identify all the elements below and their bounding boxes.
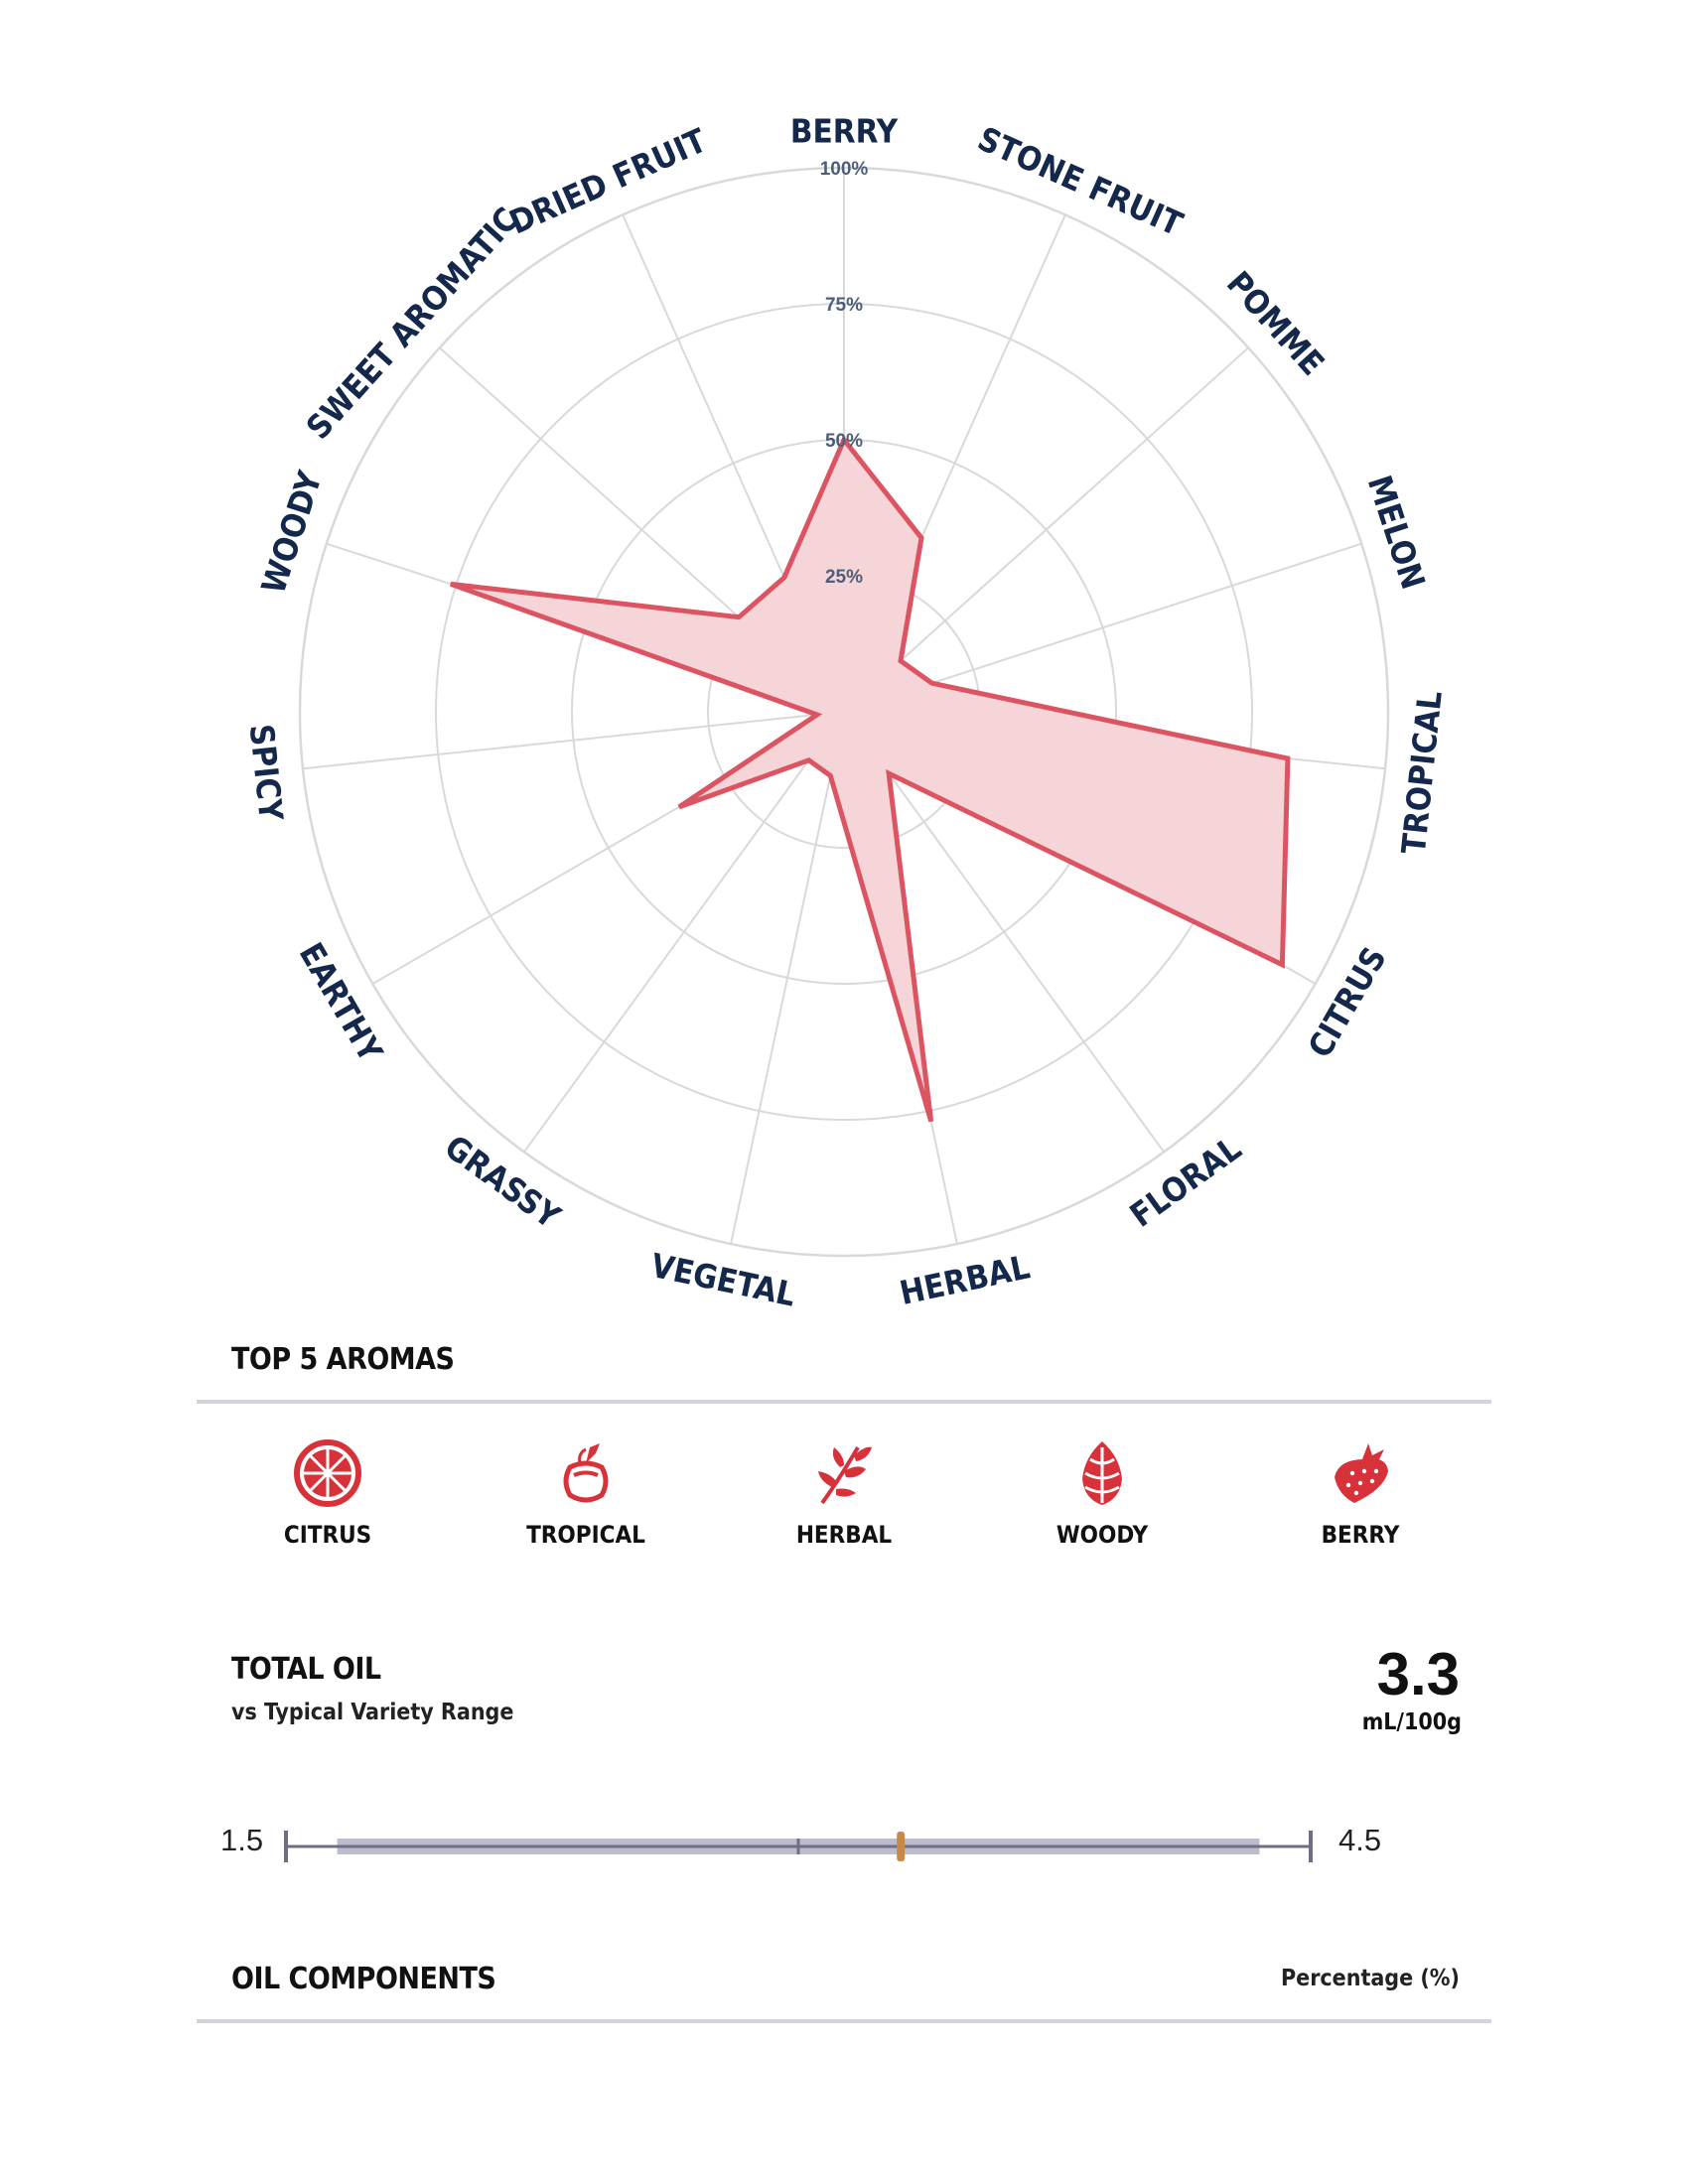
aroma-item-herbal: [745, 1437, 943, 1549]
aroma-label-tropical: TROPICAL: [526, 1521, 645, 1549]
strawberry-icon: [1325, 1437, 1396, 1509]
aroma-item-woody: [1003, 1437, 1201, 1549]
aroma-label-herbal: HERBAL: [795, 1521, 893, 1549]
radar-label-pomme: POMME: [1218, 263, 1333, 383]
radar-label-earthy: EARTHY: [291, 935, 391, 1069]
radar-label-dried-fruit: DRIED FRUIT: [503, 120, 713, 242]
radar-label-floral: FLORAL: [1122, 1128, 1249, 1235]
aroma-label-citrus: CITRUS: [283, 1521, 372, 1549]
total-oil-title: TOTAL OIL: [231, 1652, 381, 1687]
total-oil-marker: [897, 1832, 905, 1861]
radar-label-spicy: SPICY: [241, 722, 291, 823]
radar-label-melon: MELON: [1359, 471, 1434, 595]
oil-components-unit: Percentage (%): [1281, 1966, 1460, 1991]
aroma-label-berry: BERRY: [1321, 1521, 1400, 1549]
range-min-label: 1.5: [220, 1823, 264, 1857]
radar-label-grassy: GRASSY: [437, 1127, 568, 1237]
radar-label-vegetal: VEGETAL: [647, 1245, 799, 1314]
tropical-fruit-icon: [550, 1437, 622, 1509]
pinecone-icon: [1066, 1437, 1138, 1509]
oil-components-divider: [197, 2019, 1491, 2023]
aroma-item-berry: [1261, 1437, 1460, 1549]
radar-spoke: [731, 712, 844, 1244]
range-max-label: 4.5: [1338, 1823, 1382, 1857]
total-oil-unit: mL/100g: [1361, 1709, 1462, 1735]
total-oil-subtitle: vs Typical Variety Range: [231, 1700, 514, 1725]
radar-spoke: [524, 712, 844, 1152]
top-aromas-title: TOP 5 AROMAS: [231, 1342, 455, 1377]
oil-range-bar: [278, 1817, 1331, 1876]
radar-label-stone-fruit: STONE FRUIT: [972, 118, 1189, 244]
radar-label-woody: WOODY: [253, 466, 330, 599]
top-aromas-divider: [197, 1400, 1491, 1404]
radar-label-citrus: CITRUS: [1300, 940, 1394, 1064]
radar-label-herbal: HERBAL: [896, 1247, 1034, 1313]
radar-tick-label: 100%: [819, 159, 869, 180]
total-oil-value: 3.3: [1376, 1641, 1460, 1707]
oil-components-title: OIL COMPONENTS: [231, 1962, 496, 1996]
radar-label-sweet-aromatic: SWEET AROMATIC: [298, 200, 526, 447]
radar-label-berry: BERRY: [789, 111, 899, 151]
radar-tick-label: 75%: [824, 295, 864, 316]
radar-tick-label: 25%: [824, 567, 864, 588]
aroma-label-woody: WOODY: [1055, 1521, 1149, 1549]
aroma-item-citrus: [228, 1437, 427, 1549]
citrus-slice-icon: [292, 1437, 363, 1509]
aroma-item-tropical: [487, 1437, 685, 1549]
radar-tick-label: 50%: [824, 431, 864, 452]
radar-label-tropical: TROPICAL: [1393, 689, 1450, 857]
herb-leaf-icon: [808, 1437, 880, 1509]
